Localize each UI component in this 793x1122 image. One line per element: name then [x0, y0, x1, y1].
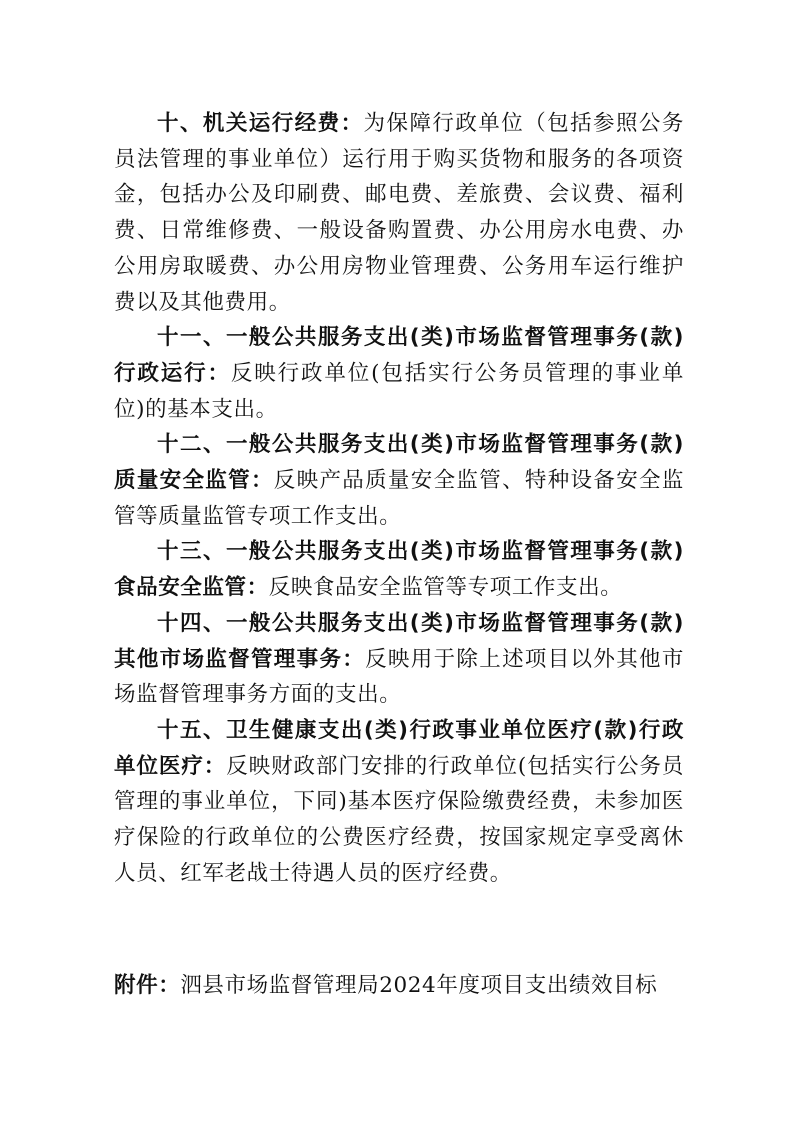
paragraph-13 — [114, 534, 684, 605]
term-separator: ： — [340, 111, 364, 136]
paragraph-text: 为保障行政单位（包括参照公务员法管理的事业单位）运行用于购买货物和服务的各项资金，包括办公及印刷费、邮电费、差旅费、会议费、福利费、日常维修费、一般设备购置费、办公用房水电费、办公用房取暖费、办公用房物业管理费、公务用车运行维护费以及其他费用。 — [114, 111, 684, 315]
paragraph-term: 十二、一般公共服务支出(类)市场监督管理事务(款)质量安全监管 — [114, 432, 684, 494]
paragraph-12 — [114, 427, 684, 534]
paragraph-term: 十三、一般公共服务支出(类)市场监督管理事务(款)食品安全监管 — [114, 539, 684, 601]
term-separator: ： — [246, 575, 269, 601]
attachment-label: 附件： — [114, 973, 181, 998]
document-body — [114, 106, 684, 891]
paragraph-text: 反映行政单位(包括实行公务员管理的事业单位)的基本支出。 — [114, 360, 684, 422]
paragraph-14 — [114, 606, 684, 713]
term-separator: ： — [203, 753, 227, 779]
paragraph-term: 十、机关运行经费 — [157, 111, 341, 136]
term-separator: ： — [250, 468, 274, 494]
paragraph-term: 十四、一般公共服务支出(类)市场监督管理事务(款)其他市场监督管理事务 — [114, 610, 684, 672]
attachment-text: 泗县市场监督管理局2024年度项目支出绩效目标 — [180, 973, 658, 998]
paragraph-text: 反映用于除上述项目以外其他市场监督管理事务方面的支出。 — [114, 646, 684, 708]
paragraph-11 — [114, 320, 684, 427]
paragraph-15 — [114, 713, 684, 892]
term-separator: ： — [207, 360, 231, 386]
attachment-line — [114, 968, 684, 1004]
paragraph-term: 十一、一般公共服务支出(类)市场监督管理事务(款)行政运行 — [114, 325, 684, 386]
paragraph-10 — [114, 106, 684, 320]
paragraph-term: 十五、卫生健康支出(类)行政事业单位医疗(款)行政单位医疗 — [114, 717, 684, 779]
paragraph-text: 反映产品质量安全监管、特种设备安全监管等质量监管专项工作支出。 — [114, 468, 684, 529]
term-separator: ： — [342, 646, 366, 672]
paragraph-text: 反映食品安全监管等专项工作支出。 — [268, 575, 623, 601]
paragraph-text: 反映财政部门安排的行政单位(包括实行公务员管理的事业单位，下同)基本医疗保险缴费经费，未参加医疗保险的行政单位的公费医疗经费，按国家规定享受离休人员、红军老战士待遇人员的医疗经费。 — [114, 753, 684, 886]
